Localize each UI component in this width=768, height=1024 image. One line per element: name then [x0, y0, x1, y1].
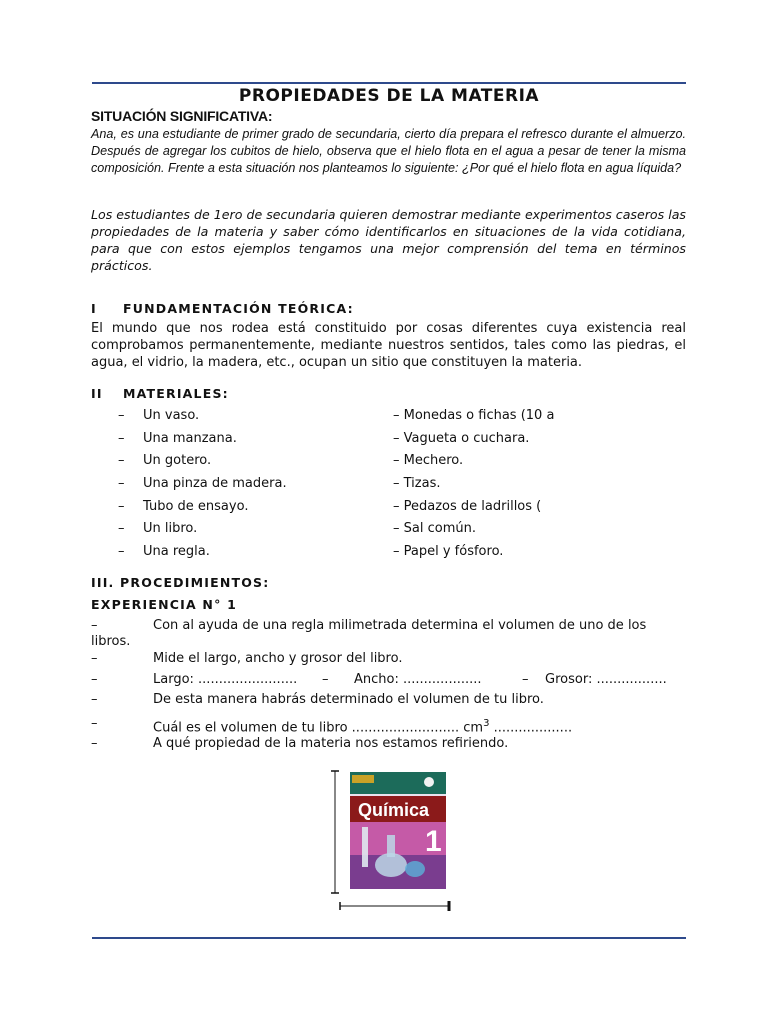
book-title: Química	[358, 800, 430, 820]
procedure-step: – De esta manera habrás determinado el volumen de tu libro.	[91, 692, 544, 707]
list-item: – Un gotero.	[118, 453, 212, 468]
section-number: I	[91, 301, 97, 316]
largo-field: Largo: ........................	[153, 672, 298, 687]
section-label: MATERIALES:	[123, 386, 229, 401]
objective-paragraph: Los estudiantes de 1ero de secundaria quieren demostrar mediante experimentos caseros las propiedades de la materia y saber cómo identificarlos en situaciones de la vida cotidiana, para que con estos ejemplos tengamos una mejor comprensión del tema en términos prácticos.	[91, 207, 686, 273]
book-number: 1	[425, 825, 442, 858]
top-rule	[92, 82, 686, 84]
list-item: – Tubo de ensayo.	[118, 499, 249, 514]
dash-separator: –	[322, 672, 329, 687]
section-label: FUNDAMENTACIÓN TEÓRICA:	[123, 301, 354, 316]
procedure-step-volume: – Cuál es el volumen de tu libro .......................... $cm^3$ ...................	[91, 716, 573, 736]
list-item: – Sal común.	[393, 521, 476, 536]
book-cover	[350, 772, 446, 889]
list-item: – Monedas o fichas (10 a	[393, 408, 555, 423]
list-item: – Un libro.	[118, 521, 198, 536]
list-item: – Tizas.	[393, 476, 441, 491]
list-item: – Pedazos de ladrillos (	[393, 499, 542, 514]
ancho-field: Ancho: ...................	[354, 672, 482, 687]
fundamentacion-text: El mundo que nos rodea está constituido por cosas diferentes cuya existencia real comprobamos permanentemente, mediante nuestros sentidos, tales como las piedras, el agua, el vidrio, la madera, etc., ocupan un sitio que constituyen la materia.	[91, 321, 686, 370]
procedure-step: – A qué propiedad de la materia nos estamos refiriendo.	[91, 736, 509, 751]
page-title: PROPIEDADES DE LA MATERIA	[238, 86, 540, 106]
experiencia-heading: EXPERIENCIA N° 1	[91, 597, 237, 612]
list-item: – Una pinza de madera.	[118, 476, 287, 491]
list-item: – Vagueta o cuchara.	[393, 431, 530, 446]
situacion-paragraph: Ana, es una estudiante de primer grado de secundaria, cierto día prepara el refresco durante el almuerzo. Después de agregar los cubitos de hielo, observa que el hielo flota en el agua a pesar de tener la misma composición. Frente a esta situación nos planteamos lo siguiente: ¿Por qué el hielo flota en agua líquida?	[91, 127, 686, 175]
materiales-heading	[91, 386, 229, 401]
horizontal-ruler-line	[340, 901, 449, 911]
vertical-ruler-line	[331, 771, 339, 893]
section-number: II	[91, 386, 103, 401]
fundamentacion-heading	[91, 301, 354, 316]
list-item: – Mechero.	[393, 453, 464, 468]
list-item: – Una manzana.	[118, 431, 237, 446]
procedure-step: – Con al ayuda de una regla milimetrada determina el volumen de uno de los libros.	[91, 618, 647, 649]
list-item: – Una regla.	[118, 544, 210, 559]
procedimientos-heading: III. PROCEDIMIENTOS:	[91, 575, 270, 590]
book-measurement-figure	[325, 765, 460, 915]
grosor-field: – Grosor: .................	[522, 672, 667, 687]
list-item: – Un vaso.	[118, 408, 200, 423]
situacion-heading: SITUACIÓN SIGNIFICATIVA:	[91, 108, 273, 124]
procedure-step: – Mide el largo, ancho y grosor del libro.	[91, 651, 403, 666]
list-item: – Papel y fósforo.	[393, 544, 504, 559]
bottom-rule	[92, 937, 686, 939]
